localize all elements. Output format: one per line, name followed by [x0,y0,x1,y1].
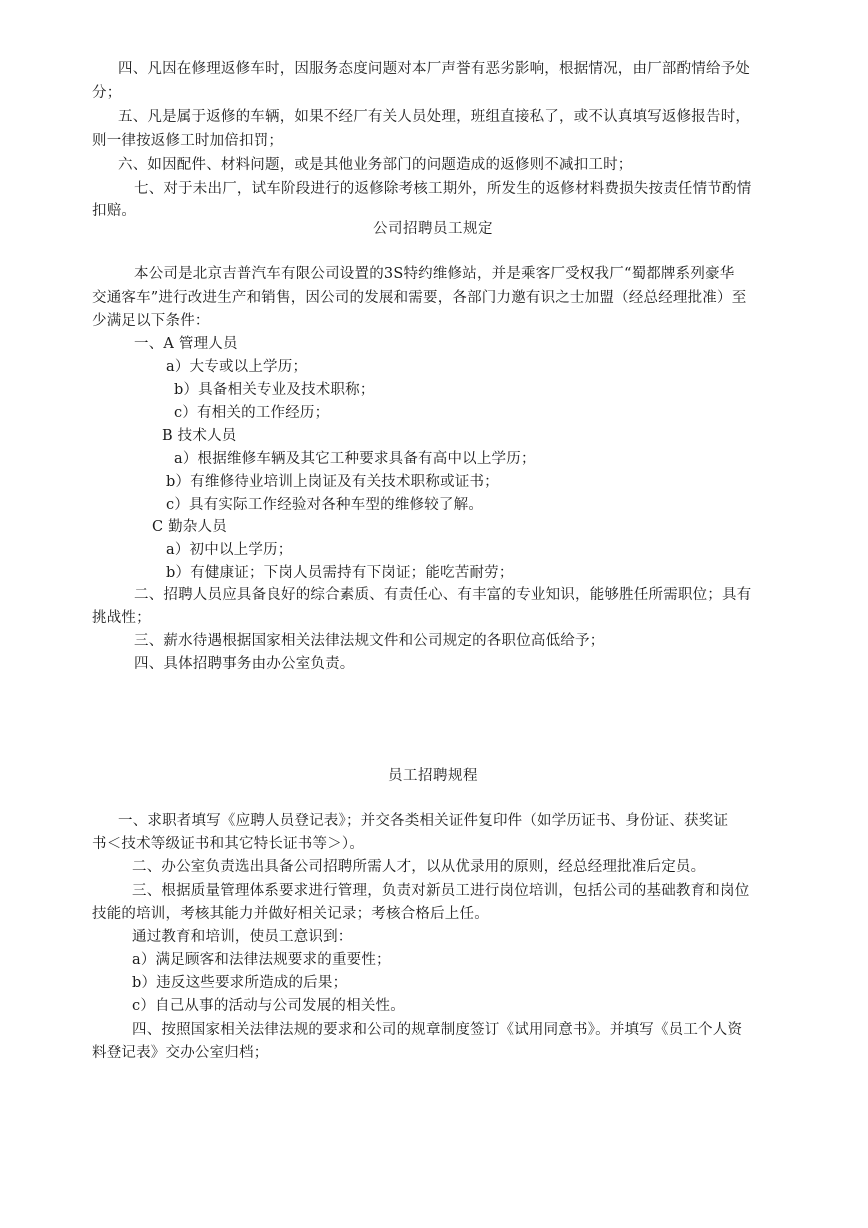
section1-item7-line2: 扣赔。 [92,203,137,219]
category-a-heading: 一、A 管理人员 [134,336,238,352]
section2-item4: 四、具体招聘事务由办公室负责。 [134,656,355,672]
category-b-heading: B 技术人员 [162,428,237,444]
section2-item3: 三、薪水待遇根据国家相关法律法规文件和公司规定的各职位高低给予； [134,633,605,649]
category-a-item-c: c）有相关的工作经历； [174,405,330,421]
section3-item1-line1: 一、求职者填写《应聘人员登记表》；并交各类相关证件复印件（如学历证书、身份证、获奖证 [118,813,729,829]
section2-intro-line3: 少满足以下条件： [92,313,210,329]
training-item-a: a）满足顾客和法律法规要求的重要性； [132,952,391,968]
category-c-item-a: a）初中以上学历； [166,542,293,558]
section1-item4-line2: 分； [92,85,122,101]
category-b-item-a: a）根据维修车辆及其它工种要求具备有高中以上学历； [174,451,536,467]
section3-title: 员工招聘规程 [388,768,478,784]
training-item-c: c）自己从事的活动与公司发展的相关性。 [132,998,405,1014]
training-intro: 通过教育和培训，使员工意识到： [132,929,353,945]
category-a-item-a: a）大专或以上学历； [166,359,308,375]
category-c-heading: C 勤杂人员 [152,519,227,535]
section1-item7-line1: 七、对于未出厂，试车阶段进行的返修除考核工期外，所发生的返修材料费损失按责任情节酌情 [134,181,752,197]
category-b-item-b: b）有维修待业培训上岗证及有关技术职称或证书； [166,474,499,490]
section3-item1-line2: 书＜技术等级证书和其它特长证书等＞）。 [92,836,365,852]
section2-intro-line2: 交通客车”进行改进生产和销售，因公司的发展和需要，各部门力邀有识之士加盟（经总经理批准）至 [92,290,747,306]
section3-item4-line1: 四、按照国家相关法律法规的要求和公司的规章制度签订《试用同意书》。并填写《员工个人资 [132,1022,743,1038]
section2-intro-line1: 本公司是北京吉普汽车有限公司设置的3S特约维修站，并是乘客厂受权我厂“蜀都牌系列豪华 [134,266,735,282]
section2-item2-line1: 二、招聘人员应具备良好的综合素质、有责任心、有丰富的专业知识，能够胜任所需职位；具有 [134,587,752,603]
training-item-b: b）违反这些要求所造成的后果； [132,975,348,991]
section3-item2: 二、办公室负责选出具备公司招聘所需人才，以从优录用的原则，经总经理批准后定员。 [132,859,706,875]
section1-item5-line1: 五、凡是属于返修的车辆，如果不经厂有关人员处理，班组直接私了，或不认真填写返修报告时， [118,109,751,125]
section2-title: 公司招聘员工规定 [373,221,493,237]
section3-item3-line2: 技能的培训，考核其能力并做好相关记录；考核合格后上任。 [92,906,489,922]
category-c-item-b: b）有健康证；下岗人员需持有下岗证；能吃苦耐劳； [166,565,514,581]
section1-item4-line1: 四、凡因在修理返修车时，因服务态度问题对本厂声誉有恶劣影响，根据情况，由厂部酌情给予处 [118,61,751,77]
section1-item5-line2: 则一律按返修工时加倍扣罚； [92,133,284,149]
section3-item4-line2: 料登记表》交办公室归档； [92,1045,269,1061]
section1-item6: 六、如因配件、材料问题，或是其他业务部门的问题造成的返修则不减扣工时； [118,157,633,173]
category-a-item-b: b）具备相关专业及技术职称； [174,382,375,398]
category-b-item-c: c）具有实际工作经验对各种车型的维修较了解。 [166,497,484,513]
section2-item2-line2: 挑战性； [92,610,151,626]
section3-item3-line1: 三、根据质量管理体系要求进行管理，负责对新员工进行岗位培训，包括公司的基础教育和岗位 [132,883,750,899]
